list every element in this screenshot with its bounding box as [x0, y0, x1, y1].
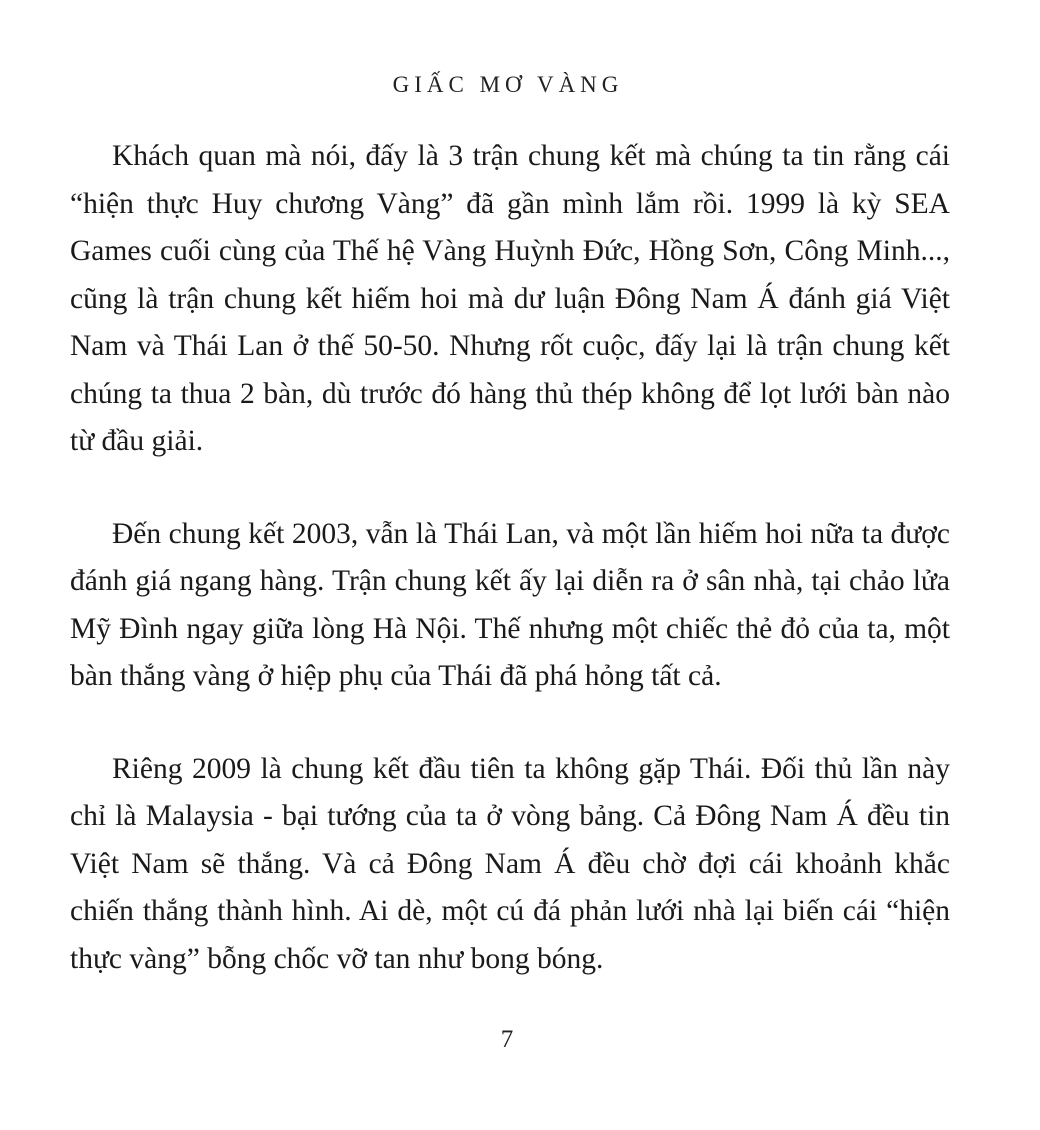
body-text — [70, 133, 950, 1028]
paragraph-3: Riêng 2009 là chung kết đầu tiên ta không gặp Thái. Đối thủ lần này chỉ là Malaysia - bại tướng của ta ở vòng bảng. Cả Đông Nam Á đều tin Việt Nam sẽ thắng. Và cả Đông Nam Á đều chờ đợi cái khoảnh khắc chiến thắng thành hình. Ai dè, một cú đá phản lưới nhà lại biến cái “hiện thực vàng” bỗng chốc vỡ tan như bong bóng. — [70, 752, 950, 975]
paragraph-1: Khách quan mà nói, đấy là 3 trận chung kết mà chúng ta tin rằng cái “hiện thực Huy chương Vàng” đã gần mình lắm rồi. 1999 là kỳ SEA Games cuối cùng của Thế hệ Vàng Huỳnh Đức, Hồng Sơn, Công Minh..., cũng là trận chung kết hiếm hoi mà dư luận Đông Nam Á đánh giá Việt Nam và Thái Lan ở thế 50-50. Nhưng rốt cuộc, đấy lại là trận chung kết chúng ta thua 2 bàn, dù trước đó hàng thủ thép không để lọt lưới bàn nào từ đầu giải. — [70, 140, 950, 457]
running-head: GIẤC MƠ VÀNG — [392, 72, 624, 97]
page-number: 7 — [500, 1026, 514, 1053]
paragraph-2: Đến chung kết 2003, vẫn là Thái Lan, và một lần hiếm hoi nữa ta được đánh giá ngang hàng. Trận chung kết ấy lại diễn ra ở sân nhà, tại chảo lửa Mỹ Đình ngay giữa lòng Hà Nội. Thế nhưng một chiếc thẻ đỏ của ta, một bàn thắng vàng ở hiệp phụ của Thái đã phá hỏng tất cả. — [70, 517, 950, 692]
